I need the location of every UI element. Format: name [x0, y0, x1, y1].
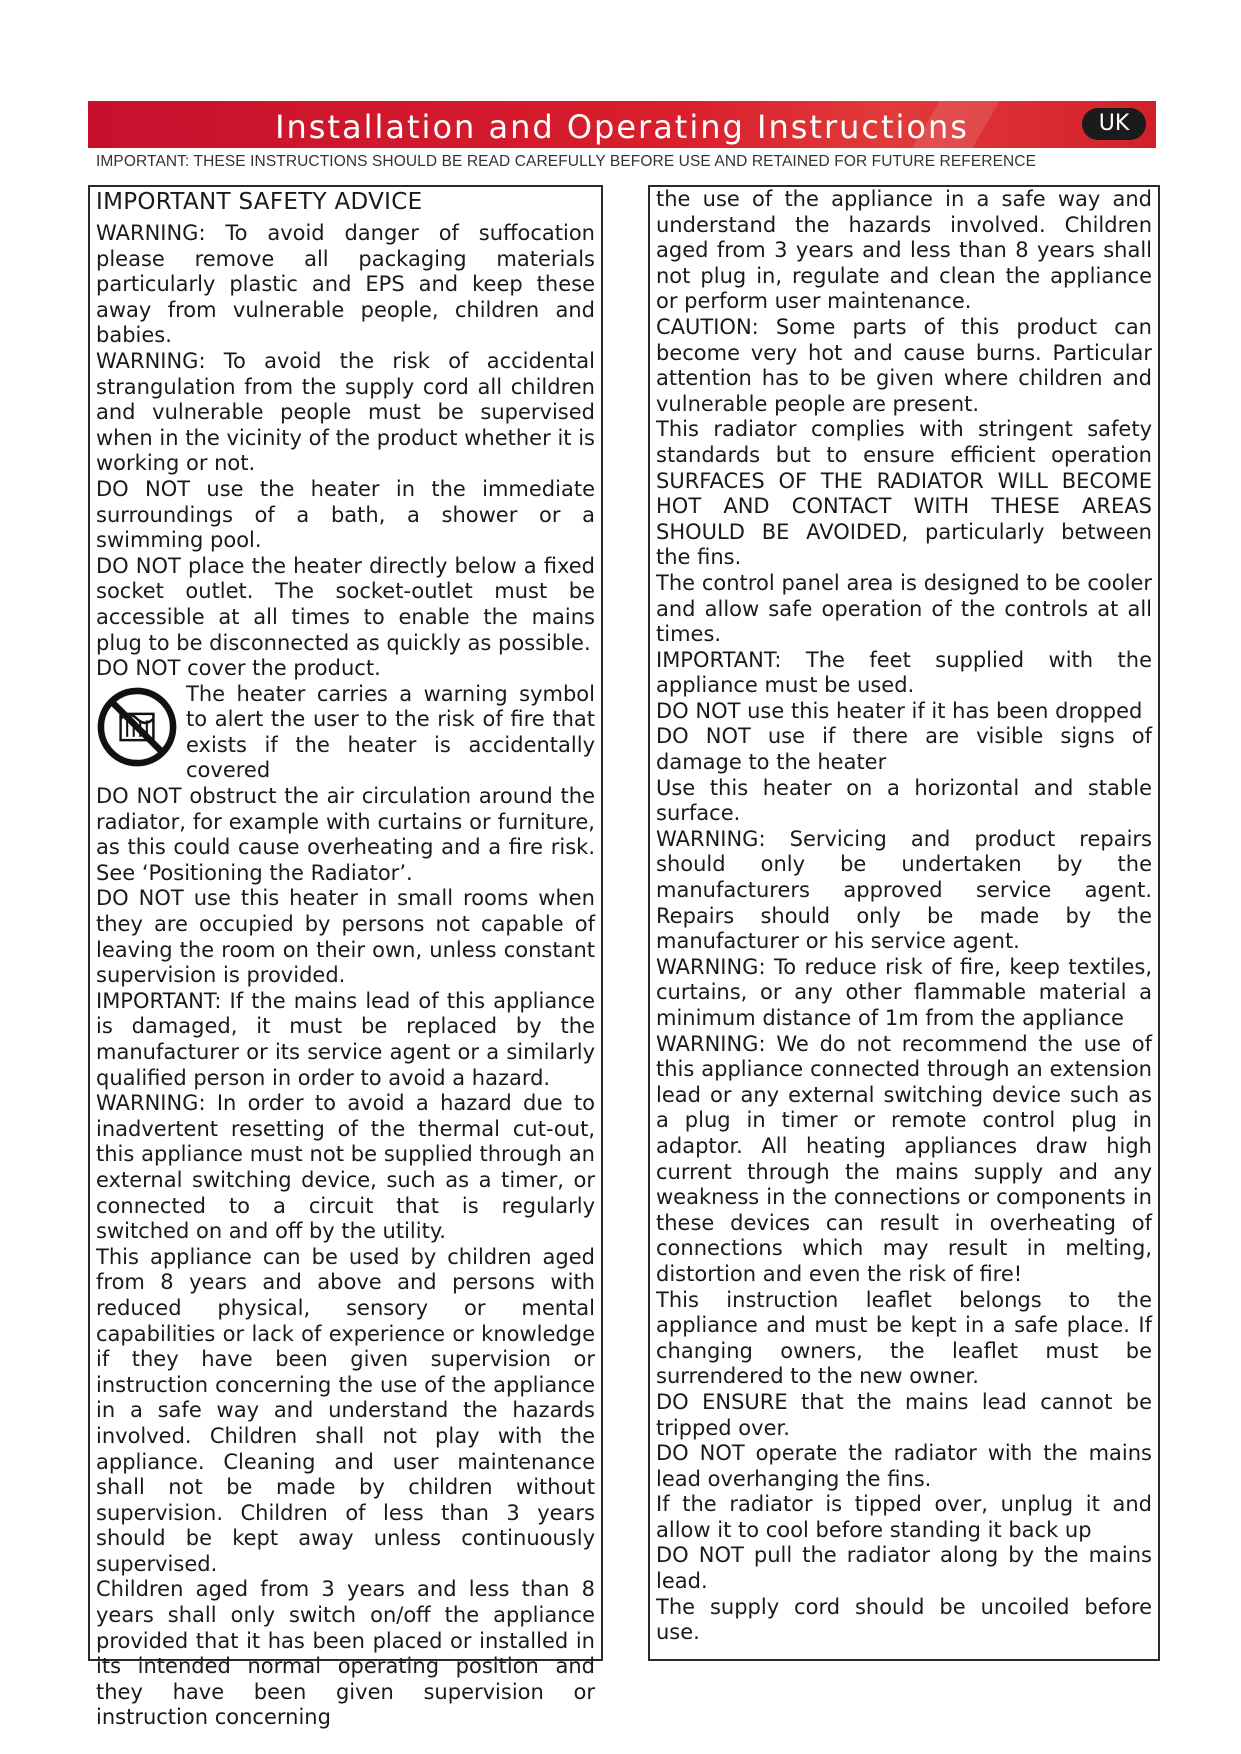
paragraph: If the radiator is tipped over, unplug it and allow it to cool before standing it back up	[656, 1492, 1152, 1542]
header-banner	[88, 101, 1156, 148]
paragraph: DO ENSURE that the mains lead cannot be tripped over.	[656, 1389, 1152, 1440]
paragraph: WARNING: Servicing and product repairs should only be undertaken by the manufacturers approved service agent. Repairs should only be made by the manufacturer or his service agent.	[656, 826, 1152, 954]
paragraph: DO NOT obstruct the air circulation around the radiator, for example with curtains or furniture, as this could cause overheating and a fire risk. See ‘Positioning the Radiator’.	[96, 784, 595, 885]
paragraph: DO NOT pull the radiator along by the mains lead.	[656, 1543, 1152, 1594]
paragraph: DO NOT operate the radiator with the mains lead overhanging the fins.	[656, 1441, 1152, 1491]
paragraph: Use this heater on a horizontal and stable surface.	[656, 775, 1152, 826]
paragraph: WARNING: To avoid danger of suffocation please remove all packaging materials particularly plastic and EPS and keep these away from vulnerable people, children and babies.	[96, 221, 595, 348]
paragraph: CAUTION: Some parts of this product can become very hot and cause burns. Particular attention has to be given where children and vulnerable people are present.	[656, 314, 1152, 416]
paragraph: IMPORTANT: The feet supplied with the appliance must be used.	[656, 647, 1152, 698]
paragraph: Children aged from 3 years and less than 8 years shall only switch on/off the appliance provided that it has been placed or installed in its intended normal operating position and they have been given supervision or instruction concerning	[96, 1577, 595, 1730]
paragraph: WARNING: We do not recommend the use of this appliance connected through an extension lead or any external switching device such as a plug in timer or remote control plug in adaptor. All heating appliances draw high current through the mains supply and any weakness in the connections or components in these devices can result in overheating of connections which may result in melting, distortion and even the risk of fire!	[656, 1031, 1152, 1286]
warning-symbol-row	[96, 682, 595, 784]
paragraph: DO NOT cover the product.	[96, 656, 381, 681]
paragraph: This appliance can be used by children aged from 8 years and above and persons with reduced physical, sensory or mental capabilities or lack of experience or knowledge if they have been given supervision or instruction concerning the use of the appliance in a safe way and understand the hazards involved. Children shall not play with the appliance. Cleaning and user maintenance shall not be made by children without supervision. Children of less than 3 years should be kept away unless continuously supervised.	[96, 1244, 595, 1576]
right-column	[648, 185, 1160, 1661]
paragraph: DO NOT place the heater directly below a fixed socket outlet. The socket-outlet must be accessible at all times to enable the mains plug to be disconnected as quickly as possible.	[96, 553, 595, 655]
paragraph: This instruction leaflet belongs to the appliance and must be kept in a safe place. If changing owners, the leaflet must be surrendered to the new owner.	[656, 1287, 1152, 1389]
warning-symbol-text: The heater carries a warning symbol to alert the user to the risk of fire that exists if the heater is accidentally covered	[186, 681, 595, 783]
paragraph: WARNING: To reduce risk of fire, keep textiles, curtains, or any other flammable material a minimum distance of 1m from the appliance	[656, 954, 1152, 1030]
paragraph: This radiator complies with stringent safety standards but to ensure efficient operation SURFACES OF THE RADIATOR WILL BECOME HOT AND CONTACT WITH THESE AREAS SHOULD BE AVOIDED, particularly between the fins.	[656, 417, 1152, 570]
paragraph: WARNING: To avoid the risk of accidental strangulation from the supply cord all children and vulnerable people must be supervised when in the vicinity of the product whether it is working or not.	[96, 348, 595, 476]
language-badge: UK	[1082, 108, 1146, 140]
paragraph: DO NOT use this heater if it has been dropped	[656, 698, 1143, 723]
paragraph: DO NOT use if there are visible signs of damage to the heater	[656, 724, 1152, 775]
paragraph: DO NOT use the heater in the immediate surroundings of a bath, a shower or a swimming pool.	[96, 476, 595, 553]
paragraph: The supply cord should be uncoiled before use.	[656, 1594, 1152, 1645]
page-title: Installation and Operating Instructions	[275, 108, 969, 146]
section-heading: IMPORTANT SAFETY ADVICE	[96, 189, 423, 215]
paragraph: The control panel area is designed to be cooler and allow safe operation of the controls at all times.	[656, 570, 1152, 647]
paragraph: WARNING: In order to avoid a hazard due to inadvertent resetting of the thermal cut-out, this appliance must not be supplied through an external switching device, such as a timer, or connected to a circuit that is regularly switched on and off by the utility.	[96, 1091, 595, 1244]
paragraph: the use of the appliance in a safe way and understand the hazards involved. Children aged from 3 years and less than 8 years shall not plug in, regulate and clean the appliance or perform user maintenance.	[656, 187, 1152, 314]
paragraph: IMPORTANT: If the mains lead of this appliance is damaged, it must be replaced by the manufacturer or its service agent or a similarly qualified person in order to avoid a hazard.	[96, 988, 595, 1090]
left-column	[88, 185, 603, 1730]
paragraph: DO NOT use this heater in small rooms when they are occupied by persons not capable of leaving the room on their own, unless constant supervision is provided.	[96, 886, 595, 988]
do-not-cover-icon	[96, 686, 178, 768]
important-notice: IMPORTANT: THESE INSTRUCTIONS SHOULD BE READ CAREFULLY BEFORE USE AND RETAINED FOR FUTURE REFERENCE	[96, 153, 1037, 170]
